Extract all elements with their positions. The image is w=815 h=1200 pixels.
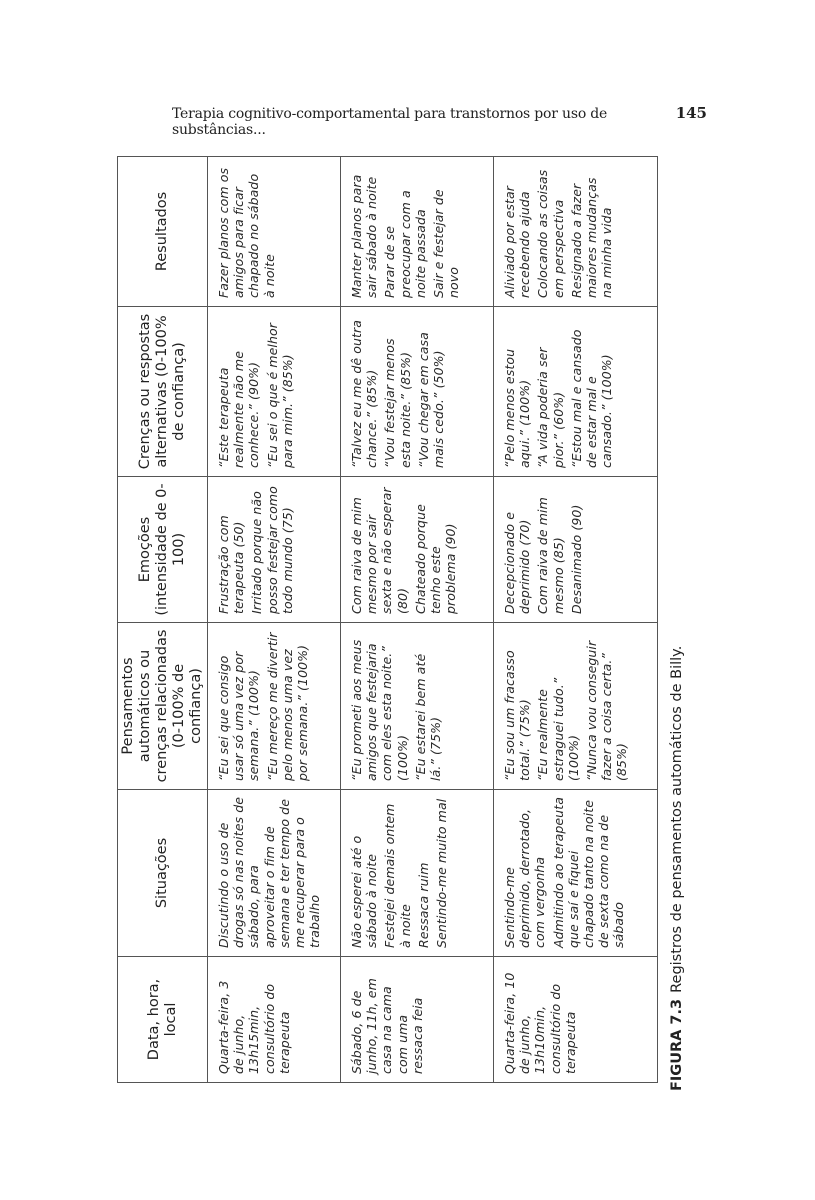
cell-date xyxy=(341,957,494,1083)
cell-emotions xyxy=(341,477,494,623)
cell-results xyxy=(208,157,341,307)
page-number: 145 xyxy=(675,104,707,122)
cell-entry: Admitindo ao terapeuta que saí e fiquei chapado tanto na noite de sexta como na de sábado xyxy=(550,797,627,948)
cell-entry: Chateado porque tenho este problema (90) xyxy=(412,504,459,614)
cell-entry: Irritado porque não posso festejar como todo mundo (75) xyxy=(249,486,295,614)
cell-entry: “A vida poderia ser pior.” (60%) xyxy=(535,347,566,468)
cell-entry: “Nunca vou conseguir fazer a coisa certa.” (85%) xyxy=(584,640,630,781)
cell-date xyxy=(494,957,658,1083)
cell-alternative-beliefs xyxy=(341,307,494,477)
header-automatic-thoughts: Pensamentos automáticos ou crenças relacionadas (0-100% de confiança) xyxy=(118,623,208,790)
figure-label: FIGURA 7.3 xyxy=(669,998,685,1091)
cell-results xyxy=(341,157,494,307)
running-head-title: Terapia cognitivo-comportamental para transtornos por uso de substâncias... xyxy=(172,106,608,138)
cell-entry: Ressaca ruim xyxy=(415,862,431,948)
cell-entry: “Vou festejar menos esta noite.” (85%) xyxy=(382,338,413,468)
cell-entry: “Eu sei o que é melhor para mim.” (85%) xyxy=(264,323,295,468)
cell-emotions xyxy=(208,477,341,623)
cell-entry: Decepcionado e deprimido (70) xyxy=(502,511,533,614)
cell-automatic-thoughts xyxy=(208,623,341,790)
cell-entry: Sentindo-me muito mal xyxy=(434,798,450,948)
cell-entry: Discutindo o uso de drogas só nas noites de sábado, para aproveitar o fim de semana e ter tempo de me recuperar para o trabalho xyxy=(216,796,323,948)
cell-entry: “Pelo menos estou aqui.” (100%) xyxy=(502,348,533,468)
cell-entry: Colocando as coisas em perspectiva xyxy=(535,169,566,298)
cell-entry: “Eu estarei bem até lá.” (75%) xyxy=(412,653,444,781)
cell-entry: Sair e festejar de novo xyxy=(431,189,462,298)
cell-entry: Resignado a fazer maiores mudanças na minha vida xyxy=(568,177,615,298)
cell-date xyxy=(208,957,341,1083)
cell-results xyxy=(494,157,658,307)
cell-emotions xyxy=(494,477,658,623)
figure-caption-text: Registros de pensamentos automáticos de Billy. xyxy=(669,645,685,993)
thought-record-table-wrapper xyxy=(117,157,655,1083)
cell-entry: Frustração com terapeuta (50) xyxy=(216,515,247,614)
header-date: Data, hora, local xyxy=(118,957,208,1083)
header-alternative-beliefs: Crenças ou respostas alternativas (0-100% de confiança) xyxy=(118,307,208,477)
cell-entry: Fazer planos com os amigos para ficar chapado no sábado à noite xyxy=(216,167,277,298)
header-emotions: Emoções (intensidade de 0-100) xyxy=(118,477,208,623)
figure-caption xyxy=(669,631,691,1091)
table-row xyxy=(208,157,341,1083)
cell-automatic-thoughts xyxy=(494,623,658,790)
table-row xyxy=(494,157,658,1083)
running-head xyxy=(172,104,707,138)
table-row xyxy=(341,157,494,1083)
cell-entry: Sentindo-me deprimido, derrotado, com vergonha xyxy=(502,808,548,948)
header-situations: Situações xyxy=(118,790,208,957)
cell-automatic-thoughts xyxy=(341,623,494,790)
cell-entry: “Eu realmente estraguei tudo.” (100%) xyxy=(535,677,581,781)
cell-alternative-beliefs xyxy=(208,307,341,477)
cell-entry: Não esperei até o sábado à noite xyxy=(349,835,380,948)
cell-situations xyxy=(208,790,341,957)
table-header-row xyxy=(118,157,208,1083)
cell-alternative-beliefs xyxy=(494,307,658,477)
cell-entry: “Este terapeuta realmente não me conhece.” (90%) xyxy=(216,351,262,468)
cell-situations xyxy=(341,790,494,957)
cell-entry: Desanimado (90) xyxy=(568,504,584,614)
cell-entry: “Eu sou um fracasso total.” (75%) xyxy=(502,650,533,781)
cell-situations xyxy=(494,790,658,957)
cell-entry: “Eu prometi aos meus amigos que festejaria com eles esta noite.” (100%) xyxy=(349,639,410,781)
cell-entry: Sábado, 6 de junho, 11h, em casa na cama com uma ressaca feia xyxy=(349,978,425,1074)
cell-entry: “Vou chegar em casa mais cedo.” (50%) xyxy=(415,332,447,468)
cell-entry: Parar de se preocupar com a noite passada xyxy=(382,190,428,298)
thought-record-table xyxy=(117,156,658,1083)
cell-entry: Quarta-feira, 10 de junho, 13h10min, consultório do terapeuta xyxy=(502,972,578,1074)
cell-entry: Com raiva de mim mesmo (85) xyxy=(535,497,566,614)
cell-entry: Manter planos para sair sábado à noite xyxy=(349,174,380,298)
header-results: Resultados xyxy=(118,157,208,307)
cell-entry: “Talvez eu me dê outra chance.” (85%) xyxy=(349,319,380,468)
cell-entry: “Estou mal e cansado de estar mal e cansado.” (100%) xyxy=(568,329,615,468)
cell-entry: Com raiva de mim mesmo por sair sexta e não esperar (80) xyxy=(349,487,410,614)
cell-entry: Festejei demais ontem à noite xyxy=(382,803,413,948)
cell-entry: “Eu mereço me divertir pelo menos uma vez por semana.” (100%) xyxy=(264,632,311,781)
cell-entry: Quarta-feira, 3 de junho, 13h15min, consultório do terapeuta xyxy=(216,980,292,1074)
cell-entry: Aliviado por estar recebendo ajuda xyxy=(502,186,533,298)
cell-entry: “Eu sei que consigo usar só uma vez por semana.” (100%) xyxy=(216,651,262,781)
